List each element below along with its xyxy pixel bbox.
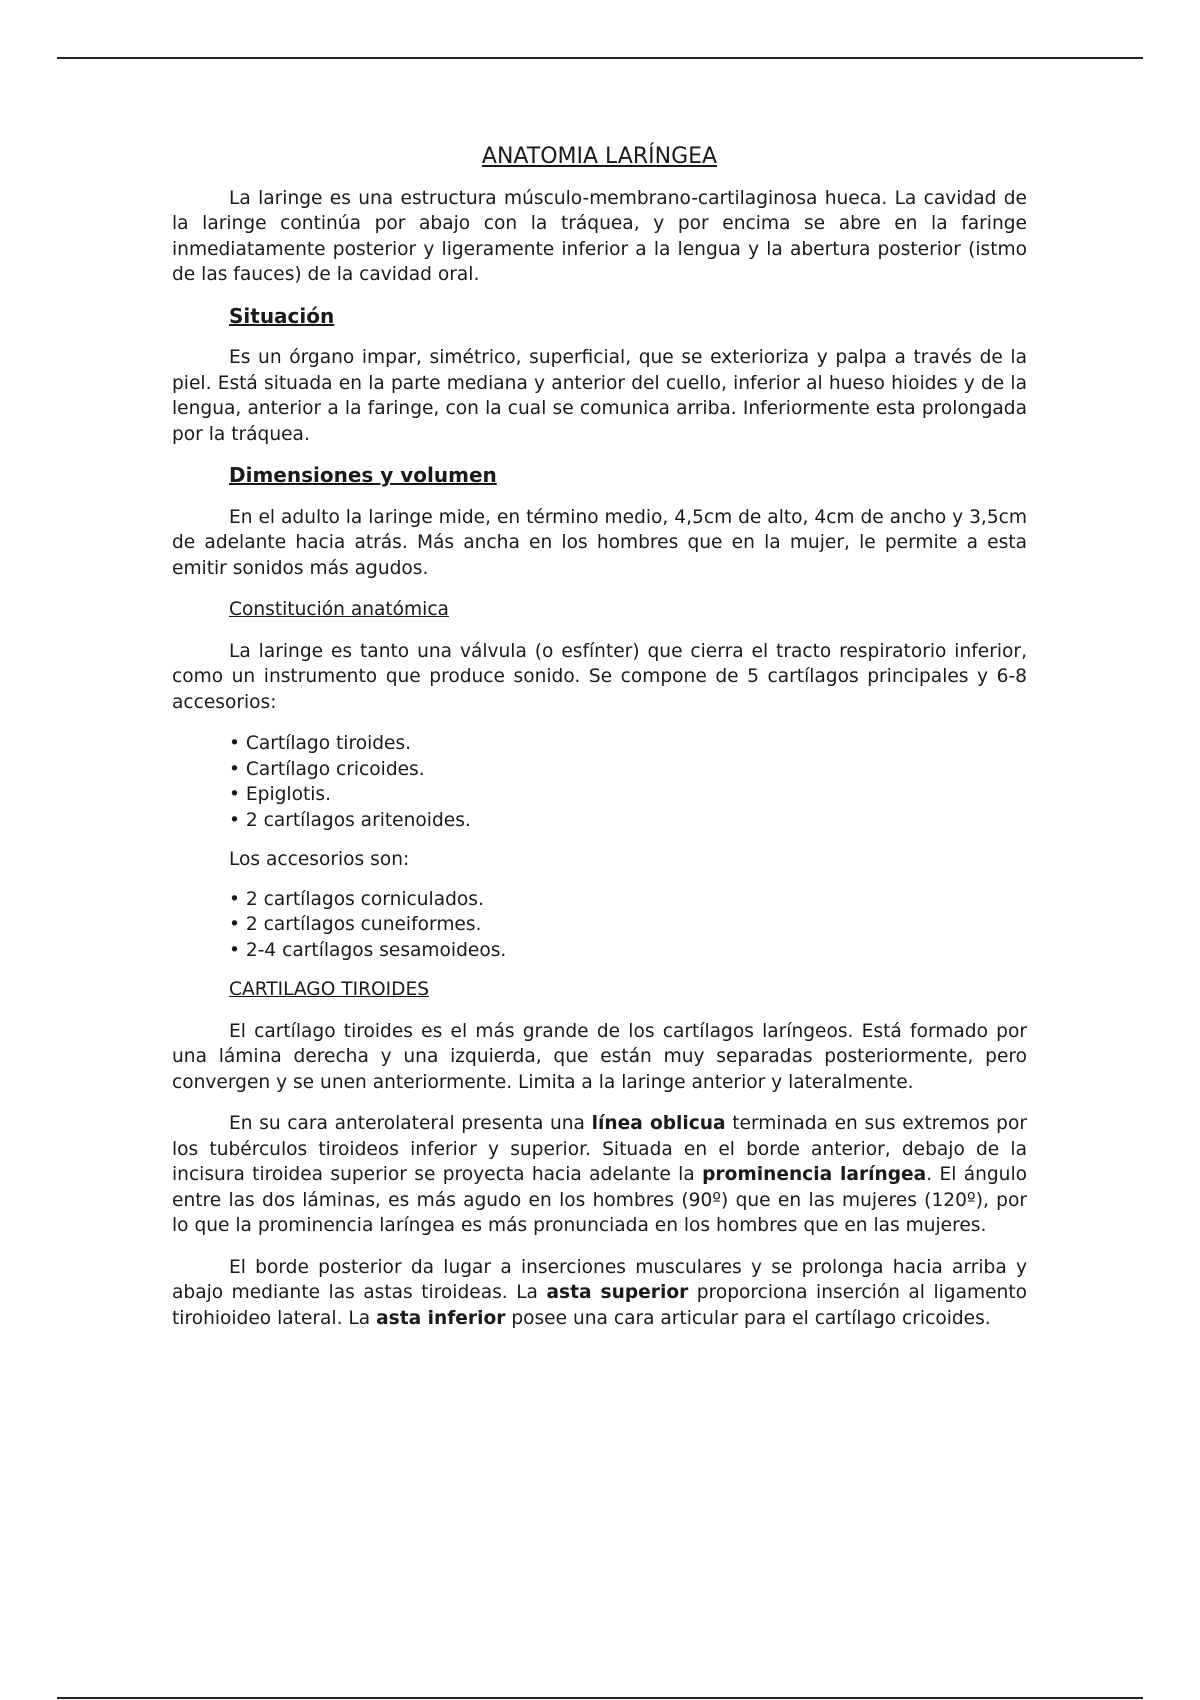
accesorios-list: [172, 887, 1027, 964]
bold-term: asta inferior: [376, 1307, 506, 1329]
text-run: . El ángulo entre las dos láminas, es más agudo en los hombres (90º) que en las mujeres (120º), por lo que la prominencia laríngea es más pronunciada en los hombres que en las mujeres.: [172, 1164, 1028, 1236]
heading-constitucion: Constitución anatómica: [229, 599, 449, 620]
text-run: posee una cara articular para el cartílago cricoides.: [505, 1307, 991, 1329]
tiroides-paragraph-2: [172, 1111, 1027, 1239]
bold-term: línea oblicua: [591, 1113, 726, 1134]
accesorios-label: Los accesorios son:: [229, 849, 410, 870]
document-body: [172, 144, 1027, 1347]
principales-list: [172, 731, 1027, 833]
constitucion-paragraph: La laringe es tanto una válvula (o esfínter) que cierra el tracto respiratorio inferior, como un instrumento que produce sonido. Se compone de 5 cartílagos principales y 6-8 accesorios:: [172, 640, 1027, 713]
list-item: • 2 cartílagos corniculados.: [229, 887, 1027, 913]
bold-term: asta superior: [546, 1282, 689, 1303]
text-run: proporciona inserción al ligamento tirohioideo lateral. La: [172, 1282, 1027, 1329]
document-title: ANATOMIA LARÍNGEA: [481, 144, 718, 169]
tiroides-paragraph-1: El cartílago tiroides es el más grande de los cartílagos laríngeos. Está formado por una lámina derecha y una izquierda, que están muy separadas posteriormente, pero convergen y se unen anteriormente. Limita a la laringe anterior y lateralmente.: [172, 1020, 1027, 1093]
text-run: terminada en sus extremos por los tubérculos tiroideos inferior y superior. Situada en el borde anterior, debajo de la incisura tiroidea superior se proyecta hacia adelante la: [172, 1113, 1027, 1185]
tiroides-paragraph-3: [172, 1255, 1027, 1332]
situacion-paragraph: Es un órgano impar, simétrico, superficial, que se exterioriza y palpa a través de la piel. Está situada en la parte mediana y anterior del cuello, inferior al hueso hioides y de la lengua, anterior a la faringe, con la cual se comunica arriba. Inferiormente esta prolongada por la tráquea.: [172, 347, 1027, 445]
dimensiones-paragraph: En el adulto la laringe mide, en término medio, 4,5cm de alto, 4cm de ancho y 3,5cm de adelante hacia atrás. Más ancha en los hombres que en la mujer, le permite a esta emitir sonidos más agudos.: [172, 506, 1027, 579]
heading-dimensiones: Dimensiones y volumen: [229, 463, 497, 487]
list-item: • 2 cartílagos aritenoides.: [229, 808, 1027, 834]
heading-tiroides: CARTILAGO TIROIDES: [229, 979, 429, 1000]
list-item: • Cartílago cricoides.: [229, 757, 1027, 783]
text-run: El borde posterior da lugar a inserciones musculares y se prolonga hacia arriba y abajo mediante las astas tiroideas. La: [172, 1256, 1027, 1303]
list-item: • 2 cartílagos cuneiformes.: [229, 912, 1027, 938]
intro-paragraph: La laringe es una estructura músculo-membrano-cartilaginosa hueca. La cavidad de la laringe continúa por abajo con la tráquea, y por encima se abre en la faringe inmediatamente posterior y ligeramente inferior a la lengua y la abertura posterior (istmo de las fauces) de la cavidad oral.: [172, 187, 1027, 285]
bottom-rule: [57, 1697, 1143, 1699]
heading-situacion: Situación: [229, 303, 335, 328]
list-item: • Cartílago tiroides.: [229, 731, 1027, 757]
list-item: • 2-4 cartílagos sesamoideos.: [229, 938, 1027, 964]
top-rule: [57, 57, 1143, 59]
bold-term: prominencia laríngea: [702, 1164, 927, 1185]
text-run: En su cara anterolateral presenta una: [229, 1113, 592, 1134]
list-item: • Epiglotis.: [229, 782, 1027, 808]
